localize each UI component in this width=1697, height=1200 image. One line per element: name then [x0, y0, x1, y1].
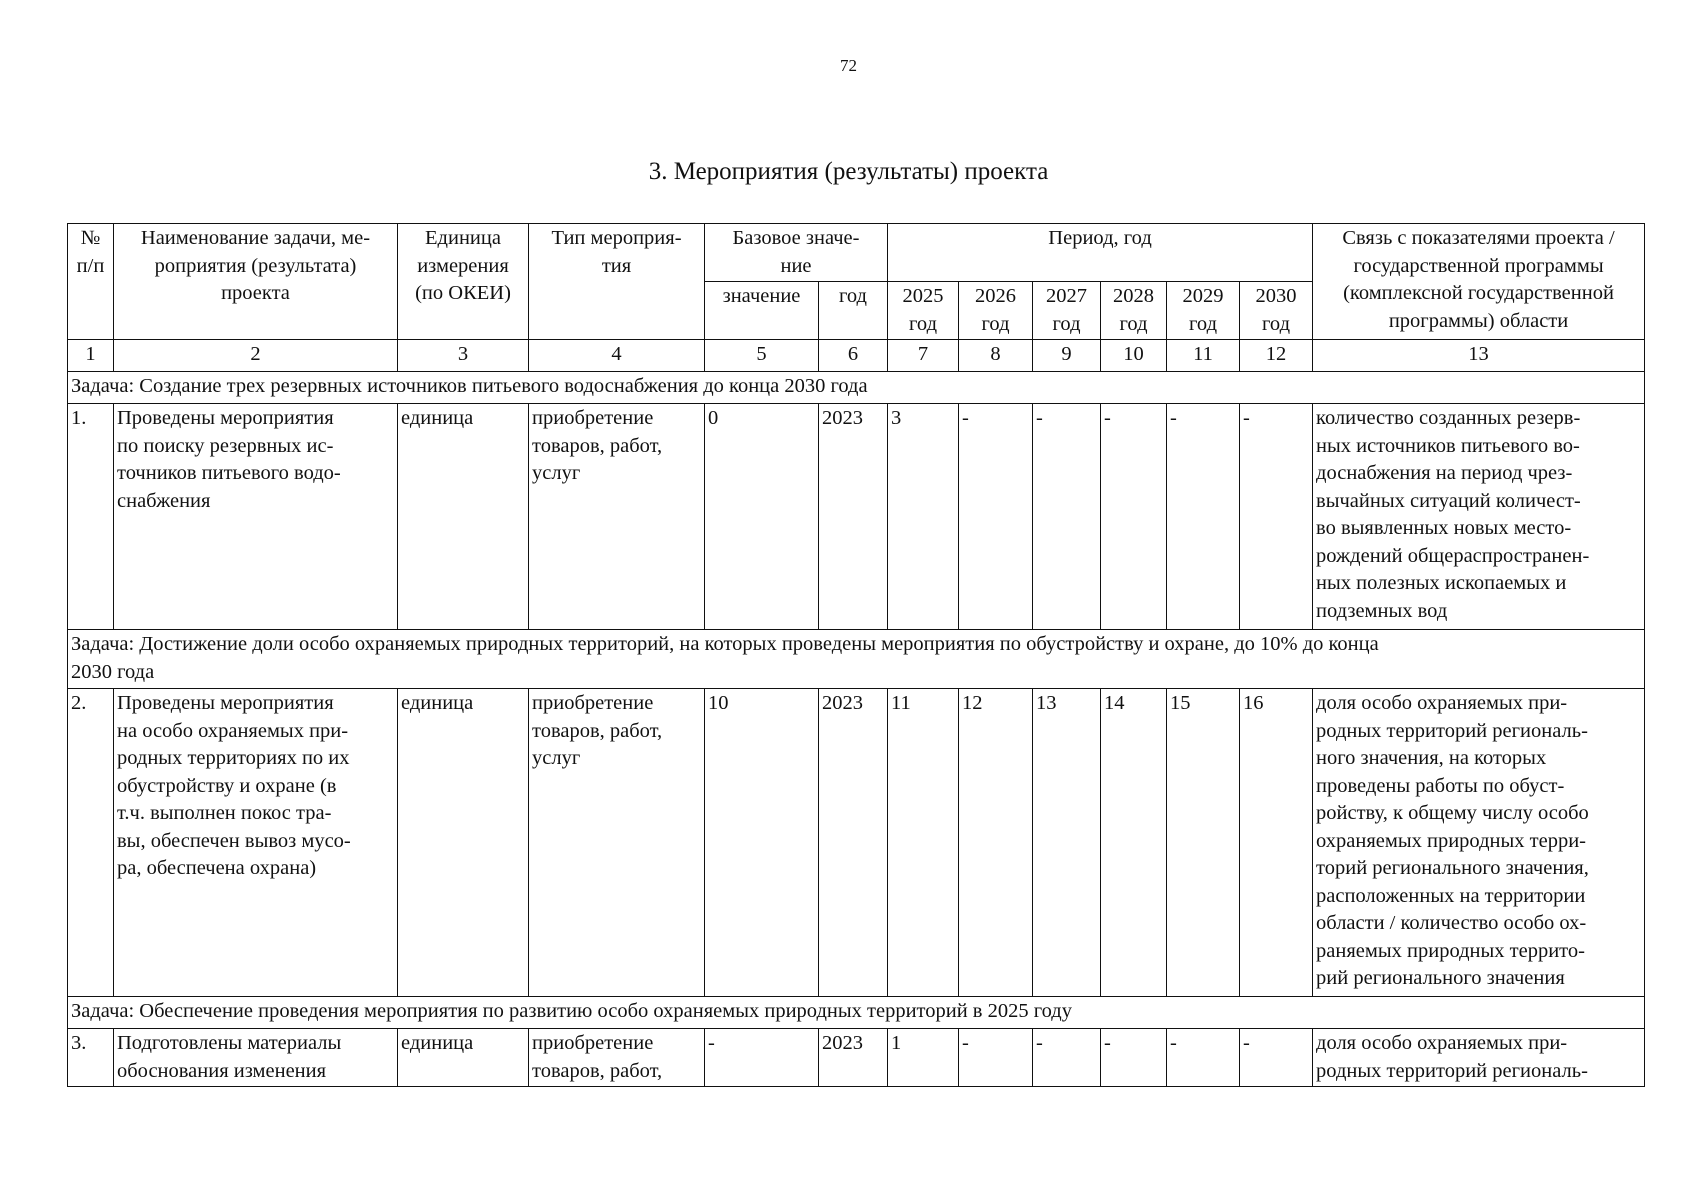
header-year-2026: 2026 год	[959, 282, 1033, 340]
header-year-2029: 2029 год	[1167, 282, 1240, 340]
row-year-2029: 15	[1167, 689, 1240, 997]
row-unit: единица	[398, 404, 529, 630]
row-year-2030: 16	[1240, 689, 1313, 997]
row-year-2030: -	[1240, 404, 1313, 630]
row-link: доля особо охраняемых при- родных территорий региональ-	[1313, 1029, 1645, 1087]
table-row	[68, 1029, 1645, 1087]
row-year-2025: 11	[888, 689, 959, 997]
col-number: 11	[1167, 340, 1240, 372]
page-number: 72	[840, 56, 857, 75]
row-year-2025: 3	[888, 404, 959, 630]
row-year-2029: -	[1167, 404, 1240, 630]
row-unit: единица	[398, 689, 529, 997]
header-base-value: значение	[705, 282, 819, 340]
header-num: № п/п	[68, 224, 114, 340]
row-base-value: 10	[705, 689, 819, 997]
col-number: 8	[959, 340, 1033, 372]
header-year-2027: 2027 год	[1033, 282, 1101, 340]
row-base-year: 2023	[819, 404, 888, 630]
col-number: 12	[1240, 340, 1313, 372]
row-unit: единица	[398, 1029, 529, 1087]
header-link: Связь с показателями проекта / государственной программы (комплексной государственной программы) области	[1313, 224, 1645, 340]
task-title: Задача: Создание трех резервных источников питьевого водоснабжения до конца 2030 года	[68, 372, 1645, 404]
header-row	[68, 224, 1645, 282]
task-title: Задача: Обеспечение проведения мероприятия по развитию особо охраняемых природных территорий в 2025 году	[68, 997, 1645, 1029]
task-title: Задача: Достижение доли особо охраняемых природных территорий, на которых проведены мероприятия по обустройству и охране, до 10% до конца 2030 года	[68, 630, 1645, 689]
header-year-2025: 2025 год	[888, 282, 959, 340]
row-base-year: 2023	[819, 689, 888, 997]
column-number-row	[68, 340, 1645, 372]
task-row	[68, 997, 1645, 1029]
row-year-2028: 14	[1101, 689, 1167, 997]
table-row	[68, 404, 1645, 630]
row-base-year: 2023	[819, 1029, 888, 1087]
section-title: 3. Мероприятия (результаты) проекта	[648, 158, 1049, 185]
header-base: Базовое значе- ние	[705, 224, 888, 282]
col-number: 10	[1101, 340, 1167, 372]
row-base-value: 0	[705, 404, 819, 630]
row-year-2026: 12	[959, 689, 1033, 997]
row-type: приобретение товаров, работ, услуг	[529, 689, 705, 997]
row-year-2028: -	[1101, 404, 1167, 630]
col-number: 3	[398, 340, 529, 372]
table-row	[68, 689, 1645, 997]
row-year-2030: -	[1240, 1029, 1313, 1087]
col-number: 4	[529, 340, 705, 372]
task-row	[68, 372, 1645, 404]
row-link: количество созданных резерв- ных источников питьевого во- доснабжения на период чрез- вычайных ситуаций количест- во выявленных новых место- рождений общераспространен- ных полезных ископаемых и подземных вод	[1313, 404, 1645, 630]
row-name: Проведены мероприятия по поиску резервных ис- точников питьевого водо- снабжения	[114, 404, 398, 630]
col-number: 2	[114, 340, 398, 372]
row-type: приобретение товаров, работ,	[529, 1029, 705, 1087]
row-year-2029: -	[1167, 1029, 1240, 1087]
task-row	[68, 630, 1645, 689]
col-number: 9	[1033, 340, 1101, 372]
col-number: 1	[68, 340, 114, 372]
header-year-2028: 2028 год	[1101, 282, 1167, 340]
row-base-value: -	[705, 1029, 819, 1087]
col-number: 7	[888, 340, 959, 372]
row-num: 1.	[68, 404, 114, 630]
col-number: 13	[1313, 340, 1645, 372]
row-type: приобретение товаров, работ, услуг	[529, 404, 705, 630]
header-period: Период, год	[888, 224, 1313, 282]
header-year-2030: 2030 год	[1240, 282, 1313, 340]
row-num: 3.	[68, 1029, 114, 1087]
header-type: Тип мероприя- тия	[529, 224, 705, 340]
row-year-2025: 1	[888, 1029, 959, 1087]
row-year-2027: -	[1033, 404, 1101, 630]
row-name: Подготовлены материалы обоснования изменения	[114, 1029, 398, 1087]
row-name: Проведены мероприятия на особо охраняемых при- родных территориях по их обустройству и охране (в т.ч. выполнен покос тра- вы, обеспечен вывоз мусо- ра, обеспечена охрана)	[114, 689, 398, 997]
row-link: доля особо охраняемых при- родных территорий региональ- ного значения, на которых проведены работы по обуст- ройству, к общему числу особо охраняемых природных терри- торий регионального значения, расположенных на территории области / количество особо ох- раняемых природных террито- рий регионального значения	[1313, 689, 1645, 997]
results-table	[67, 223, 1645, 1087]
row-year-2027: -	[1033, 1029, 1101, 1087]
row-year-2028: -	[1101, 1029, 1167, 1087]
header-base-year: год	[819, 282, 888, 340]
header-unit: Единица измерения (по ОКЕИ)	[398, 224, 529, 340]
col-number: 5	[705, 340, 819, 372]
row-year-2027: 13	[1033, 689, 1101, 997]
col-number: 6	[819, 340, 888, 372]
row-num: 2.	[68, 689, 114, 997]
header-name: Наименование задачи, ме- роприятия (результата) проекта	[114, 224, 398, 340]
row-year-2026: -	[959, 1029, 1033, 1087]
row-year-2026: -	[959, 404, 1033, 630]
